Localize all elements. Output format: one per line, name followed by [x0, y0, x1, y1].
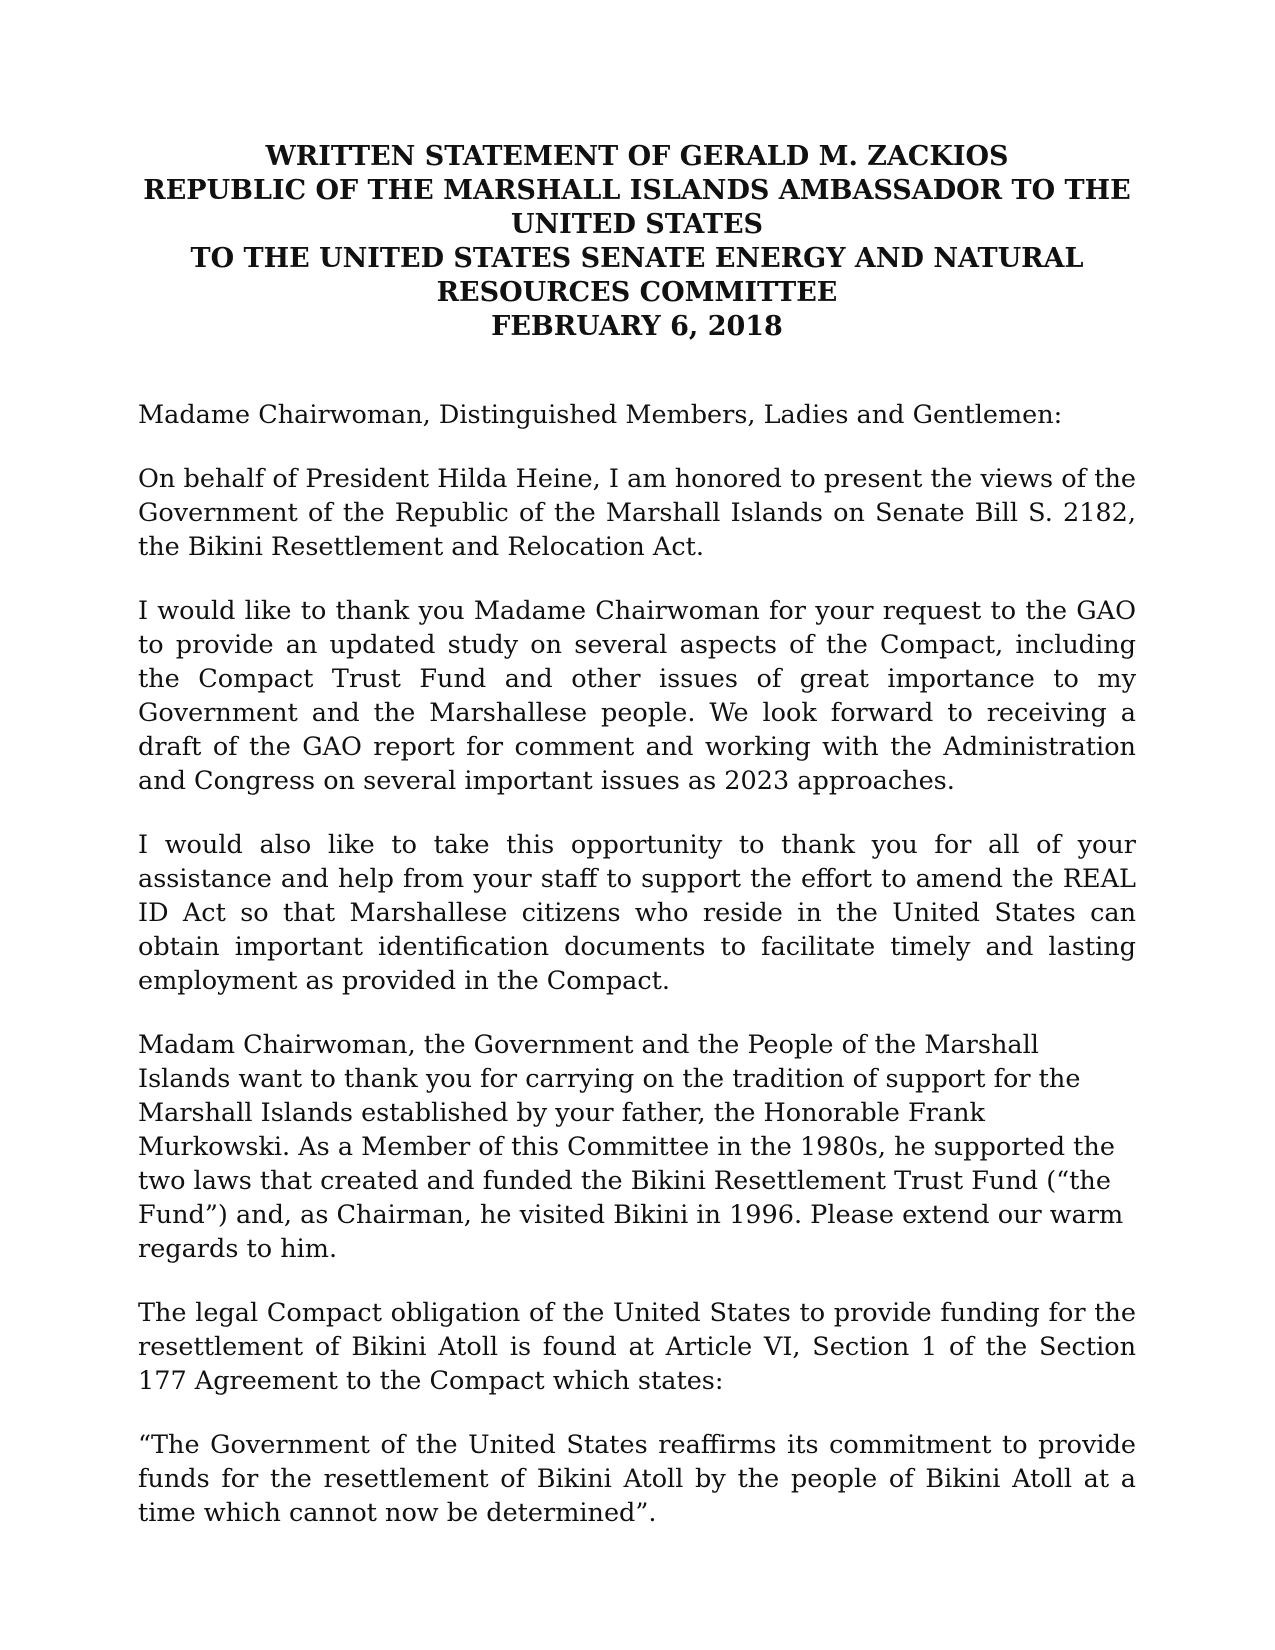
document-body	[138, 398, 1136, 1530]
paragraph-1: On behalf of President Hilda Heine, I am honored to present the views of the Government of the Republic of the Marshall Islands on Senate Bill S. 2182, the Bikini Resettlement and Relocation Act.	[138, 464, 1136, 562]
paragraph-2: I would like to thank you Madame Chairwoman for your request to the GAO to provide an updated study on several aspects of the Compact, including the Compact Trust Fund and other issues of great importance to my Government and the Marshallese people. We look forward to receiving a draft of the GAO report for comment and working with the Administration and Congress on several important issues as 2023 approaches.	[138, 596, 1136, 796]
paragraph-4: Madam Chairwoman, the Government and the People of the Marshall Islands want to thank you for carrying on the tradition of support for the Marshall Islands established by your father, the Honorable Frank Murkowski. As a Member of this Committee in the 1980s, he supported the two laws that created and funded the Bikini Resettlement Trust Fund (“the Fund”) and, as Chairman, he visited Bikini in 1996. Please extend our warm regards to him.	[138, 1030, 1124, 1264]
salutation: Madame Chairwoman, Distinguished Members, Ladies and Gentlemen:	[138, 400, 1063, 430]
heading-date-line: FEBRUARY 6, 2018	[491, 311, 783, 342]
paragraph-3: I would also like to take this opportunity to thank you for all of your assistance and help from your staff to support the effort to amend the REAL ID Act so that Marshallese citizens who reside in the United States can obtain important identification documents to facilitate timely and lasting employment as provided in the Compact.	[138, 830, 1136, 996]
paragraph-6-quote: “The Government of the United States reaffirms its commitment to provide funds for the resettlement of Bikini Atoll by the people of Bikini Atoll at a time which cannot now be determined”.	[138, 1430, 1136, 1528]
document-heading	[138, 140, 1136, 344]
heading-title-line: REPUBLIC OF THE MARSHALL ISLANDS AMBASSADOR TO THE UNITED STATES	[143, 175, 1131, 240]
heading-committee-line: TO THE UNITED STATES SENATE ENERGY AND NATURAL RESOURCES COMMITTEE	[190, 243, 1084, 308]
paragraph-5: The legal Compact obligation of the United States to provide funding for the resettlement of Bikini Atoll is found at Article VI, Section 1 of the Section 177 Agreement to the Compact which states:	[138, 1298, 1136, 1396]
heading-author-line: WRITTEN STATEMENT OF GERALD M. ZACKIOS	[265, 141, 1009, 172]
document-page	[138, 140, 1136, 1560]
